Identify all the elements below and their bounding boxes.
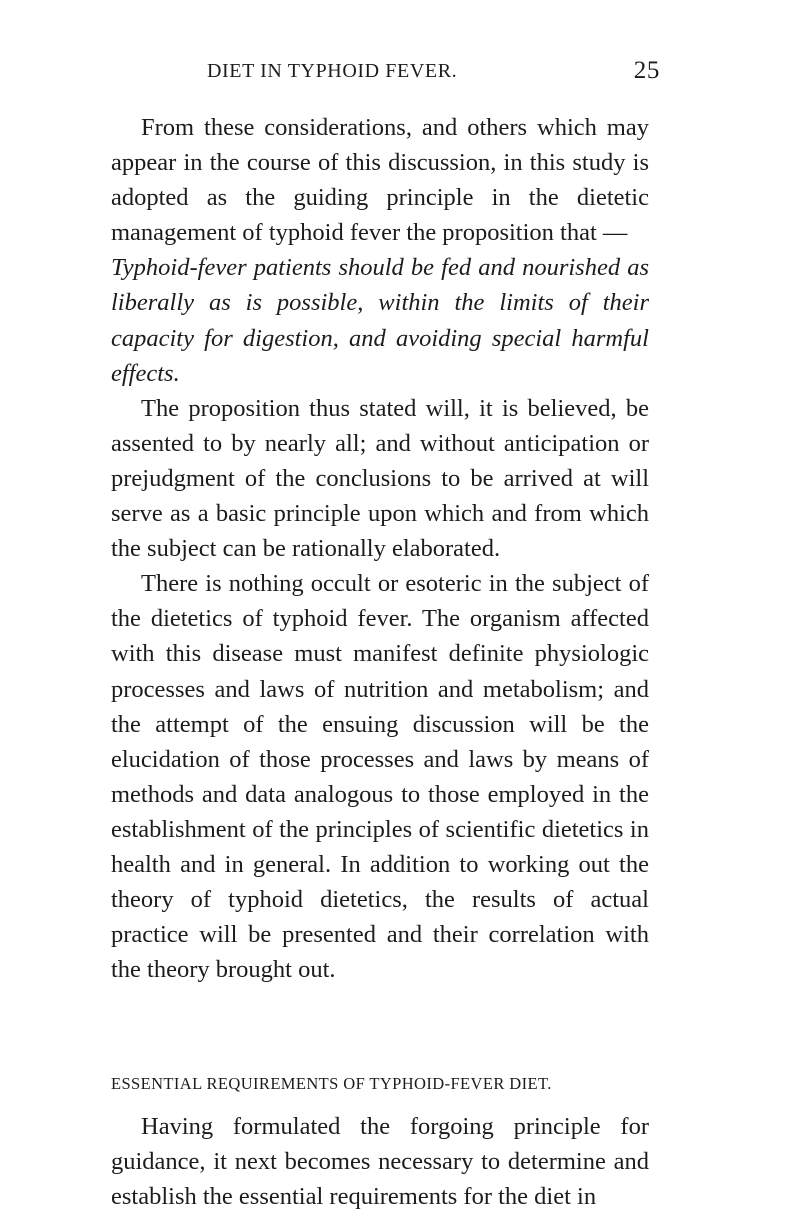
running-title: DIET IN TYPHOID FEVER. (207, 60, 458, 82)
paragraph-requirements: Having formulated the forgoing principle for guidance, it next becomes necessary to determine and establish the essential requirements for the diet in (111, 1113, 649, 1211)
main-text (111, 110, 649, 987)
paragraph-lead: From these considerations, and others which may appear in the course of this discussion, in this study is adopted as the guiding principle in the dietetic management of typhoid fever the proposition that — (111, 114, 649, 247)
paragraph-assent: The proposition thus stated will, it is believed, be assented to by nearly all; and without anticipation or prejudgment of the conclusions to be arrived at will serve as a basic principle upon which and from which the subject can be rationally elaborated. (111, 394, 649, 563)
paragraph-principle (111, 110, 649, 391)
paragraph-occult: There is nothing occult or esoteric in the subject of the dietetics of typhoid fever. The organism affected with this disease must manifest definite physiologic processes and laws of nutrition and metabolism; and the attempt of the ensuing discussion will be the elucidation of those processes and laws by means of methods and data analogous to those employed in the establishment of the principles of scientific dietetics in health and in general. In addition to working out the theory of typhoid dietetics, the results of actual practice will be presented and their correlation with the theory brought out. (111, 570, 649, 984)
running-head (207, 57, 660, 90)
page-number: 25 (633, 57, 660, 84)
principle-statement: Typhoid-fever patients should be fed and nourished as liberally as is possible, within the limits of their capacity for digestion, and avoiding special harmful effects. (111, 254, 649, 387)
section-text (111, 1109, 649, 1214)
section-heading: ESSENTIAL REQUIREMENTS OF TYPHOID-FEVER DIET. (111, 1074, 552, 1093)
